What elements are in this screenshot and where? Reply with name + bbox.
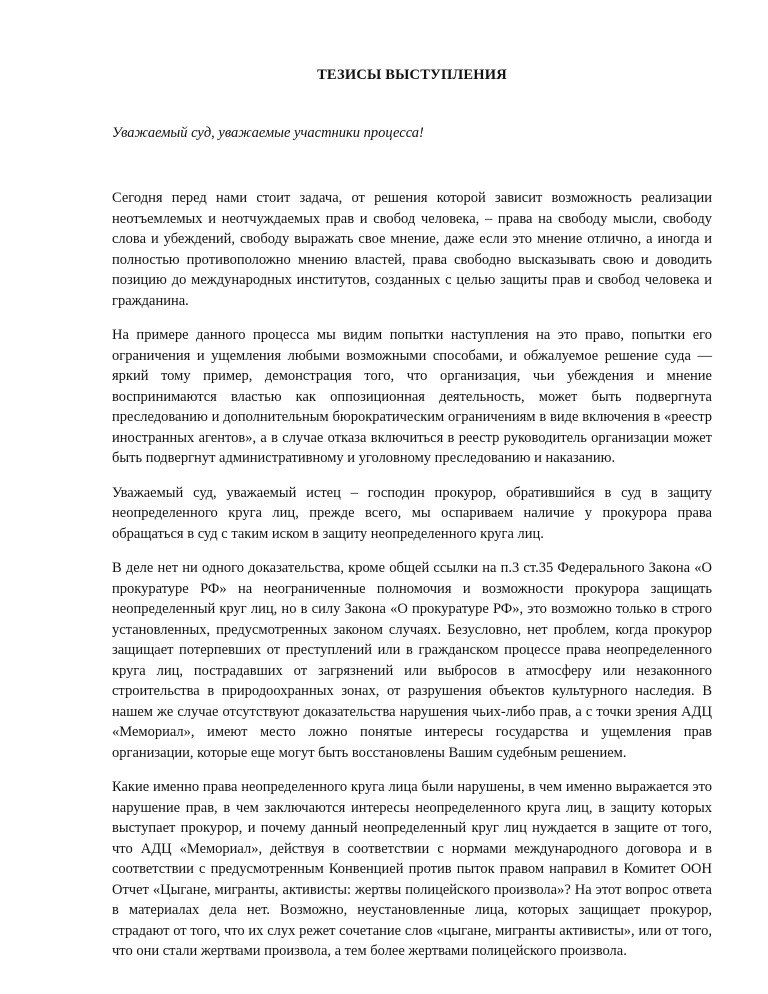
- paragraph-3: Уважаемый суд, уважаемый истец – господин прокурор, обратившийся в суд в защиту неопределенного круга лиц, прежде всего, мы оспариваем наличие у прокурора права обращаться в суд с таким иском в защиту неопределенного круга лиц.: [112, 484, 712, 542]
- paragraph-2: На примере данного процесса мы видим попытки наступления на это право, попытки его ограничения и ущемления любыми возможными способами, и обжалуемое решение суда — яркий тому пример, демонстрация того, что организация, чьи убеждения и мнение воспринимаются властью как оппозиционная деятельность, может быть подвергнута преследованию и дополнительным бюрократическим ограничениям в виде включения в «реестр иностранных агентов», а в случае отказа включиться в реестр руководитель организации может быть подвергнут административному и уголовному преследованию и наказанию.: [112, 327, 712, 466]
- paragraph-5: Какие именно права неопределенного круга лица были нарушены, в чем именно выражается это нарушение прав, в чем заключаются интересы неопределенного круга лиц, в защиту которых выступает прокурор, и почему данный неопределенный круг лиц нуждается в защите от того, что АДЦ «Мемориал», действуя в соответствии с нормами международного договора и в соответствии с предусмотренным Конвенцией против пыток правом направил в Комитет ООН Отчет «Цыгане, мигранты, активисты: жертвы полицейского произвола»? На этот вопрос ответа в материалах дела нет. Возможно, неустановленные лица, которых защищает прокурор, страдают от того, что их слух режет сочетание слов «цыгане, мигранты активисты», или от того, что они стали жертвами произвола, а тем более жертвами полицейского произвола.: [112, 779, 712, 959]
- document-title: ТЕЗИСЫ ВЫСТУПЛЕНИЯ: [317, 67, 507, 83]
- paragraph-4: В деле нет ни одного доказательства, кроме общей ссылки на п.3 ст.35 Федерального Закона «О прокуратуре РФ» на неограниченные полномочия и возможности прокурора защищать неопределенный круг лиц, но в силу Закона «О прокуратуре РФ», это возможно только в строго установленных, предусмотренных законом случаях. Безусловно, нет проблем, когда прокурор защищает потерпевших от преступлений или в гражданском процессе права неопределенного круга лиц, пострадавших от загрязнений или выбросов в атмосферу или незаконного строительства в природоохранных зонах, от разрушения объектов культурного наследия. В нашем же случае отсутствуют доказательства нарушения чьих-либо прав, а с точки зрения АДЦ «Мемориал», имеют место ложно понятые интересы государства и ущемления прав организации, которые еще могут быть восстановлены Вашим судебным решением.: [112, 560, 712, 761]
- salutation: Уважаемый суд, уважаемые участники процесса!: [112, 125, 424, 141]
- document-body: [112, 188, 712, 976]
- paragraph-1: Сегодня перед нами стоит задача, от решения которой зависит возможность реализации неотъемлемых и неотчуждаемых прав и свобод человека, – права на свободу мысли, свободу слова и убеждений, свободу выражать свое мнение, даже если это мнение отлично, а иногда и полностью противоположно мнению властей, права свободно высказывать свою и доводить позицию до международных институтов, созданных с целью защиты прав и свобод человека и гражданина.: [112, 190, 712, 309]
